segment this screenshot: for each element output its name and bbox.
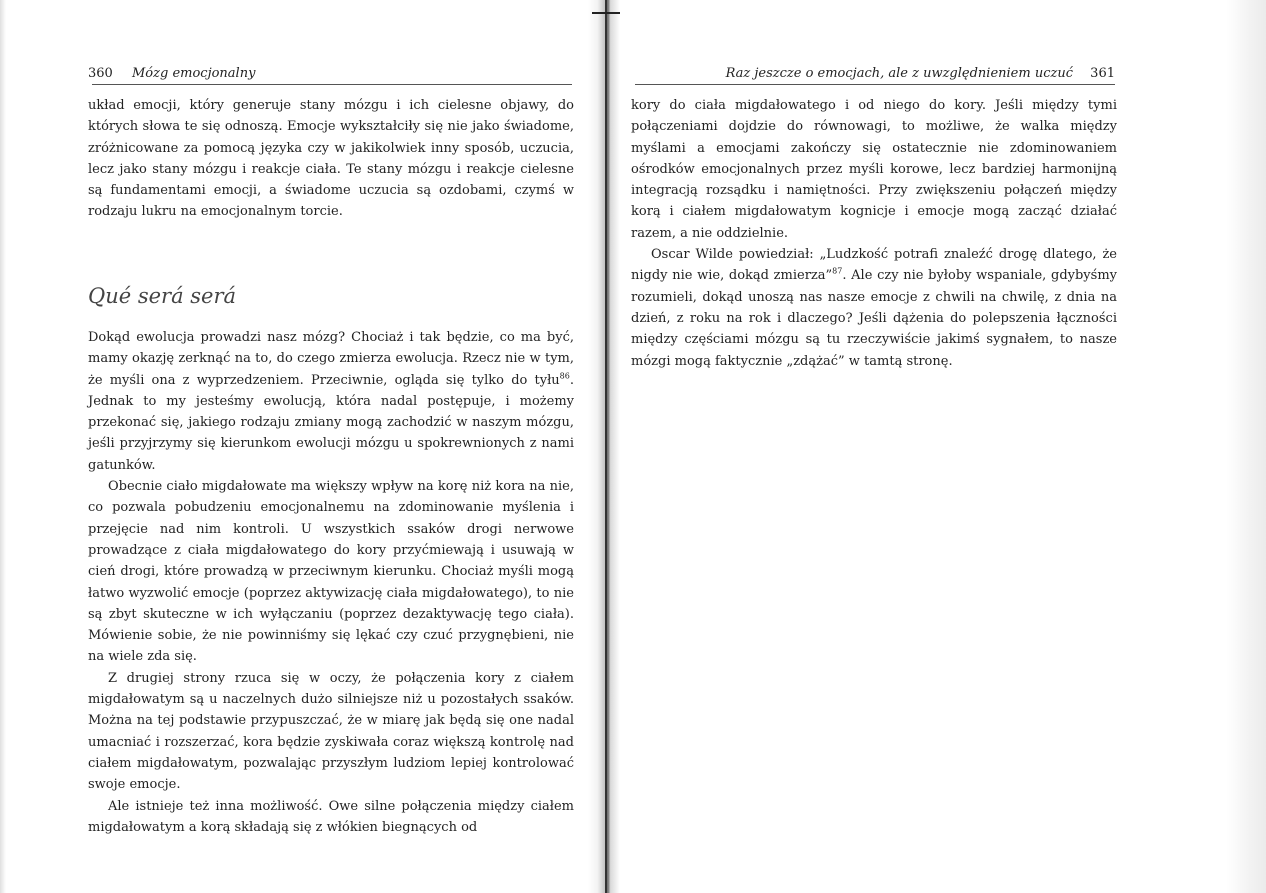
right-page-header <box>635 66 1115 85</box>
left-paragraph-2-end: . Jednak to my jesteśmy ewolucją, która nadal postępuje, i możemy przekonać się, jakiego rodzaju zmiany mogą zachodzić w naszym mózgu, jeśli przyjrzymy się kierunkom ewolucji mózgu u spokrewnionych z nami gatunków. <box>88 372 574 473</box>
left-page-header <box>88 66 572 85</box>
left-paragraph-4: Z drugiej strony rzuca się w oczy, że połączenia kory z ciałem migdałowatym są u naczelnych dużo silniejsze niż u pozostałych ssaków. Można na tej podstawie przypuszczać, że w miarę jak będą się one nadal umacniać i rozszerzać, kora będzie zyskiwała coraz większą kontrolę nad ciałem migdałowatym, pozwalając przyszłym ludziom lepiej kontrolować swoje emocje. <box>88 670 574 793</box>
left-paragraph-1: układ emocji, który generuje stany mózgu i ich cielesne objawy, do których słowa te się odnoszą. Emocje wykształciły się nie jako świadome, zróżnicowane za pomocą języka czy w jakikolwiek inny sposób, uczucia, lecz jako stany mózgu i reakcje ciała. Te stany mózgu i reakcje cielesne są fundamentami emocji, a świadome uczucia są ozdobami, czymś w rodzaju lukru na emocjonalnym torcie. <box>88 98 574 220</box>
left-page-number: 360 <box>88 66 113 81</box>
right-page <box>631 0 1117 893</box>
book-gutter-shadow <box>588 0 620 893</box>
left-paragraph-5: Ale istnieje też inna możliwość. Owe silne połączenia między ciałem migdałowatym a korą składają się z włókien biegnących od <box>88 798 574 835</box>
left-paragraph-3: Obecnie ciało migdałowate ma większy wpływ na korę niż kora na nie, co pozwala pobudzeniu emocjonalnemu na zdominowanie myślenia i przejęcie nad nim kontroli. U wszystkich ssaków drogi nerwowe prowadzące z ciała migdałowatego do kory przyćmiewają i usuwają w cień drogi, które prowadzą w przeciwnym kierunku. Chociaż myśli mogą łatwo wyzwolić emocje (poprzez aktywizację ciała migdałowatego), to nie są zbyt skuteczne w ich wyłączaniu (poprzez dezaktywację tego ciała). Mówienie sobie, że nie powinniśmy się lękać czy czuć przygnębieni, nie na wiele zda się. <box>88 479 574 665</box>
footnote-ref-86: 86 <box>559 371 570 381</box>
right-running-title: Raz jeszcze o emocjach, ale z uwzględnieniem uczuć <box>725 66 1073 81</box>
left-text-block-top <box>88 95 574 223</box>
left-paragraph-2-start: Dokąd ewolucja prowadzi nasz mózg? Chociaż i tak będzie, co ma być, mamy okazję zerknąć na to, do czego zmierza ewolucja. Rzecz nie w tym, że myśli ona z wyprzedzeniem. Przeciwnie, ogląda się tylko do tyłu <box>88 330 574 388</box>
left-text-block-main <box>88 327 574 838</box>
spine-mark <box>592 12 620 14</box>
right-paragraph-1: kory do ciała migdałowatego i od niego do kory. Jeśli między tymi połączeniami dojdzie do równowagi, to możliwe, że walka między myślami a emocjami zakończy się ostatecznie nie zdominowaniem ośrodków emocjonalnych przez myśli korowe, lecz bardziej harmonijną integracją rozsądku i namiętności. Przy zwiększeniu połączeń między korą i ciałem migdałowatym kognicje i emocje mogą zacząć działać razem, a nie oddzielnie. <box>631 98 1117 241</box>
right-text-block <box>631 95 1117 372</box>
right-paragraph-2-start: Oscar Wilde powiedział: „Ludzkość potrafi znaleźć drogę dlatego, że nigdy nie wie, dokąd zmierza” <box>631 247 1117 284</box>
section-heading: Qué será será <box>88 284 237 308</box>
right-paragraph-2-end: . Ale czy nie byłoby wspaniale, gdybyśmy rozumieli, dokąd unoszą nas nasze emocje z chwili na chwilę, z dnia na dzień, z roku na rok i dlaczego? Jeśli dążenia do polepszenia łączności między częściami mózgu są tu rzeczywiście jakimś sygnałem, to nasze mózgi mogą faktycznie „zdążać” w tamtą stronę. <box>631 268 1117 369</box>
left-running-title: Mózg emocjonalny <box>132 66 256 81</box>
footnote-ref-87: 87 <box>832 267 843 277</box>
left-page <box>88 0 574 893</box>
book-spine-line <box>605 0 607 893</box>
right-page-number: 361 <box>1090 66 1115 81</box>
right-paragraph-2 <box>631 244 1117 372</box>
scan-edge-right <box>1226 0 1266 893</box>
scan-edge-left <box>0 0 6 893</box>
left-paragraph-2 <box>88 327 574 476</box>
